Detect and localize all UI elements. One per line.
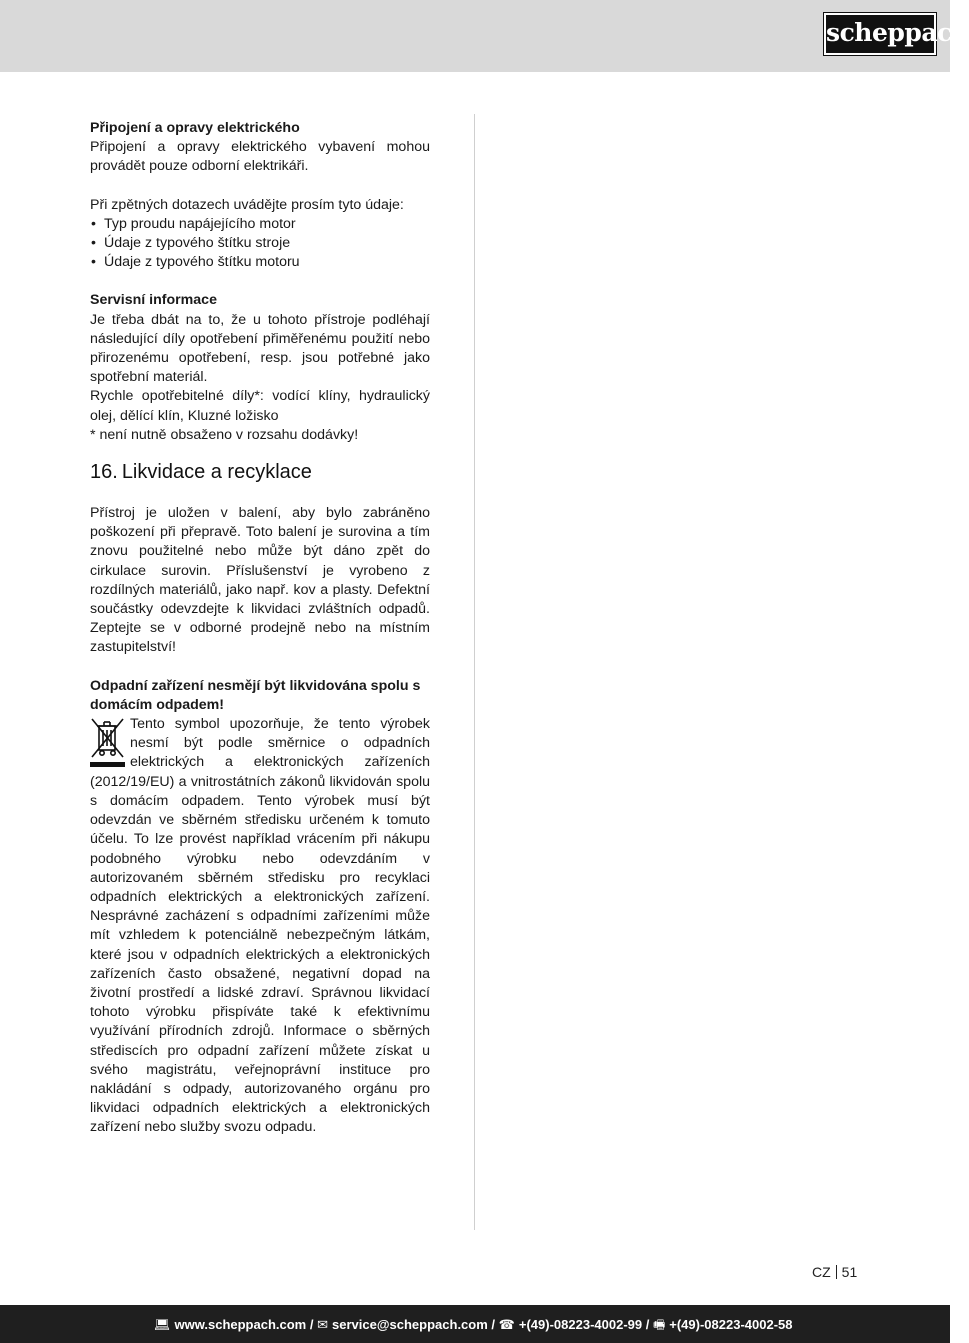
paragraph-footnote: * není nutně obsaženo v rozsahu dodávky!	[90, 426, 359, 443]
section-heading-electrical: Připojení a opravy elektrického	[90, 120, 300, 136]
phone-number: +(49)-08223-4002-99	[518, 1317, 643, 1332]
section-title-text: Likvidace a recyklace	[121, 461, 312, 484]
left-column	[90, 119, 430, 1138]
computer-icon: 💻︎	[154, 1317, 171, 1332]
section-heading-weee: Odpadní zařízení nesmějí být likvidována spolu s domácím odpadem!	[90, 677, 421, 713]
list-item: • Údaje z typového štítku motoru	[90, 253, 430, 272]
weee-block	[90, 715, 430, 1137]
header-bar	[0, 0, 969, 72]
contact-line	[154, 1316, 793, 1338]
paragraph-weee: Tento symbol upozorňuje, že tento výrobek nesmí být podle směrnice o odpadních elektrických a elektronických zařízeních (2012/19/EU) a vnitrostátních zákonů likvidován spolu s domácím odpadem. Tento výrobek musí být odevzdán ve sběrném středisku určeném k tomuto účelu. To lze provést například vrácením při nákupu podobného výrobku nebo odevzdáním v autorizovaném sběrném středisku pro recyklaci odpadních elektrických a elektronických zařízení. Nesprávné zacházení s odpadními zařízeními může mít vzhledem k potenciálně nebezpečným látkám, které jsou v odpadních elektrických a elektronických zařízeních často obsažené, negativní dopad na životní prostředí a lidské zdraví. Správnou likvidací tohoto výrobku přispíváte také k efektivnímu využívání přírodních zdrojů. Informace o sběrných střediscích pro odpadní zařízení můžete získat u svého magistrátu, veřejnoprávní instituce pro nakládání s odpady, autorizovaného orgánu pro likvidaci odpadních elektrických a elektronických zařízení nebo služby svozu odpadu.	[90, 716, 430, 1136]
query-list	[90, 215, 430, 273]
language-code: CZ	[812, 1264, 831, 1280]
section-heading-service: Servisní informace	[90, 292, 217, 309]
paragraph-wear-parts: Rychle opotřebitelné díly*: vodící klíny, hydraulický olej, dělící klín, Kluzné ložisko	[90, 388, 430, 424]
section-title-disposal	[90, 459, 430, 485]
page-indicator	[812, 1264, 857, 1280]
list-item: • Typ proudu napájejícího motor	[90, 215, 430, 234]
email-link[interactable]: service@scheppach.com	[332, 1317, 488, 1332]
separator: /	[309, 1317, 314, 1332]
paragraph-service: Je třeba dbát na to, že u tohoto přístroje podléhají následující díly opotřebení přiměřenému použití nebo přirozenému opotřebení, resp. jsou potřebné jako spotřební materiál.	[90, 311, 430, 386]
separator: /	[491, 1317, 496, 1332]
page-separator	[836, 1265, 837, 1279]
crossed-bin-icon	[90, 717, 126, 769]
separator: /	[645, 1317, 650, 1332]
envelope-icon: ✉︎	[317, 1317, 329, 1332]
column-divider	[474, 114, 475, 1230]
paragraph-disposal: Přístroj je uložen v balení, aby bylo zabráněno poškození při přepravě. Toto balení je surovina a tím znovu použitelné nebo může být dáno zpět do cirkulace surovin. Příslušenství je vyrobeno z rozdílných materiálů, jako např. kov a plasty. Defektní součástky odevzdejte k likvidaci zvláštních odpadů. Zeptejte se v odborné prodejně nebo na místním zastupitelství!	[90, 505, 430, 656]
scheppach-logo: scheppach	[824, 13, 936, 55]
page-number: 51	[841, 1264, 858, 1280]
footer-bar	[0, 1305, 950, 1343]
fax-number: +(49)-08223-4002-58	[669, 1317, 793, 1332]
website-link[interactable]: www.scheppach.com	[174, 1317, 307, 1332]
fax-icon: 🖷︎	[652, 1317, 666, 1332]
paragraph-electrical: Připojení a opravy elektrického vybavení mohou provádět pouze odborní elektrikáři.	[90, 139, 430, 175]
paragraph-query-intro: Při zpětných dotazech uvádějte prosím tyto údaje:	[90, 196, 404, 213]
telephone-icon: ☎︎	[498, 1317, 515, 1332]
section-number: 16.	[90, 461, 118, 484]
list-item: • Údaje z typového štítku stroje	[90, 234, 430, 253]
